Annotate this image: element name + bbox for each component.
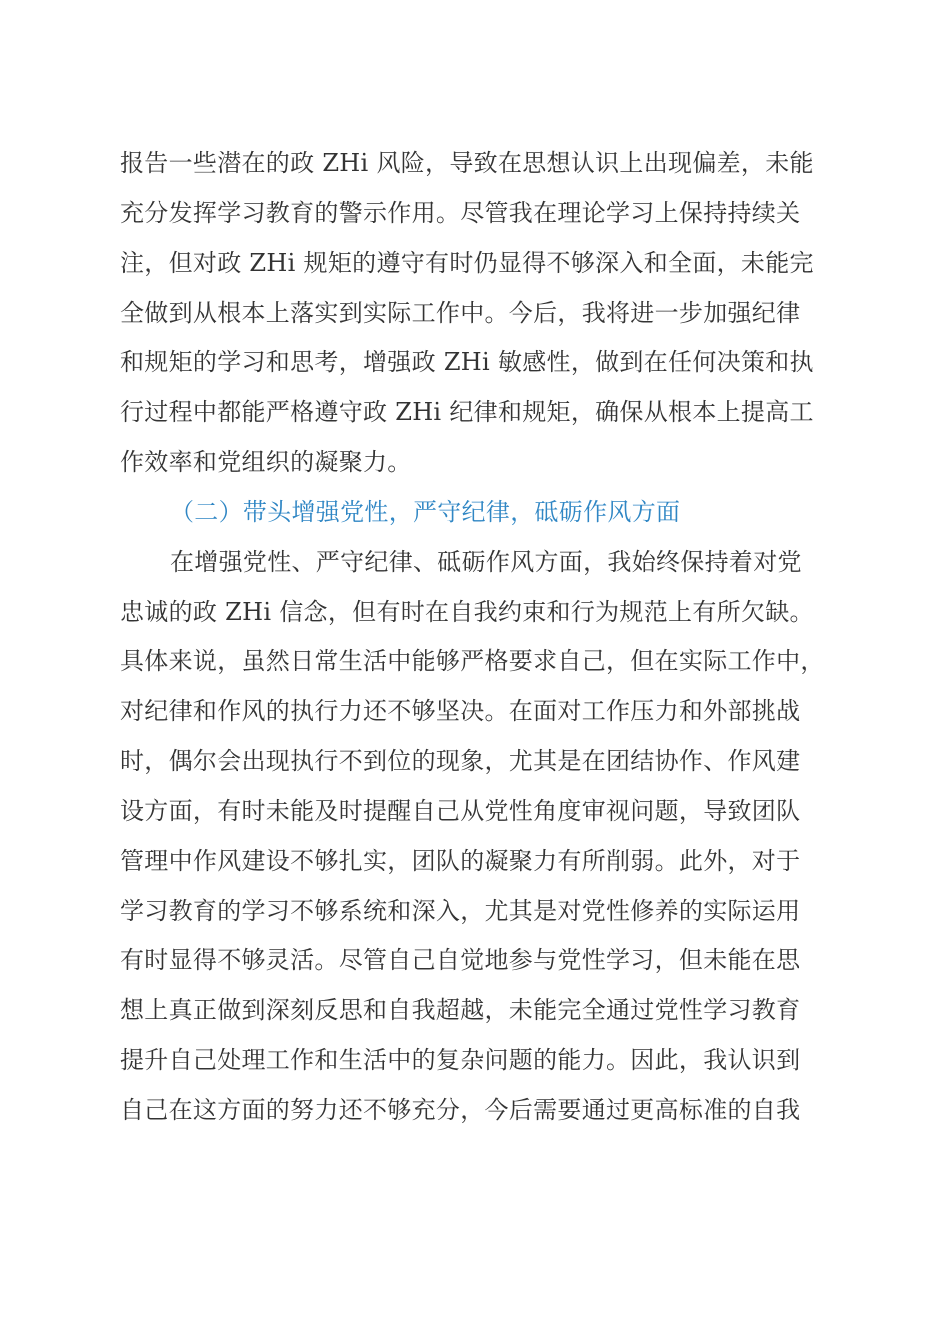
- paragraph-line: 具体来说，虽然日常生活中能够严格要求自己，但在实际工作中，: [120, 647, 825, 675]
- paragraph-line: 对纪律和作风的执行力还不够坚决。在面对工作压力和外部挑战: [120, 697, 801, 725]
- paragraph-line: 管理中作风建设不够扎实，团队的凝聚力有所削弱。此外，对于: [120, 847, 801, 875]
- paragraph-line: 设方面，有时未能及时提醒自己从党性角度审视问题，导致团队: [120, 797, 801, 825]
- paragraph-line: 时，偶尔会出现执行不到位的现象，尤其是在团结协作、作风建: [120, 747, 801, 775]
- paragraph-line: 在增强党性、严守纪律、砥砺作风方面，我始终保持着对党: [170, 548, 802, 576]
- paragraph-line: 报告一些潜在的政 ZHi 风险，导致在思想认识上出现偏差，未能: [120, 149, 814, 177]
- paragraph-line: 行过程中都能严格遵守政 ZHi 纪律和规矩，确保从根本上提高工: [120, 398, 814, 426]
- paragraph-line: 充分发挥学习教育的警示作用。尽管我在理论学习上保持持续关: [120, 199, 801, 227]
- paragraph-line: 作效率和党组织的凝聚力。: [120, 448, 412, 476]
- paragraph-line: 有时显得不够灵活。尽管自己自觉地参与党性学习，但未能在思: [120, 946, 801, 974]
- paragraph-line: 自己在这方面的努力还不够充分，今后需要通过更高标准的自我: [120, 1096, 801, 1124]
- paragraph-line: 注，但对政 ZHi 规矩的遵守有时仍显得不够深入和全面，未能完: [120, 249, 814, 277]
- paragraph-line: 和规矩的学习和思考，增强政 ZHi 敏感性，做到在任何决策和执: [120, 348, 814, 376]
- paragraph-line: 全做到从根本上落实到实际工作中。今后，我将进一步加强纪律: [120, 299, 801, 327]
- paragraph-line: 忠诚的政 ZHi 信念，但有时在自我约束和行为规范上有所欠缺。: [120, 598, 814, 626]
- paragraph-line: 想上真正做到深刻反思和自我超越，未能完全通过党性学习教育: [120, 996, 801, 1024]
- paragraph-line: 学习教育的学习不够系统和深入，尤其是对党性修养的实际运用: [120, 897, 801, 925]
- section-heading: （二）带头增强党性，严守纪律，砥砺作风方面: [170, 498, 681, 526]
- paragraph-line: 提升自己处理工作和生活中的复杂问题的能力。因此，我认识到: [120, 1046, 801, 1074]
